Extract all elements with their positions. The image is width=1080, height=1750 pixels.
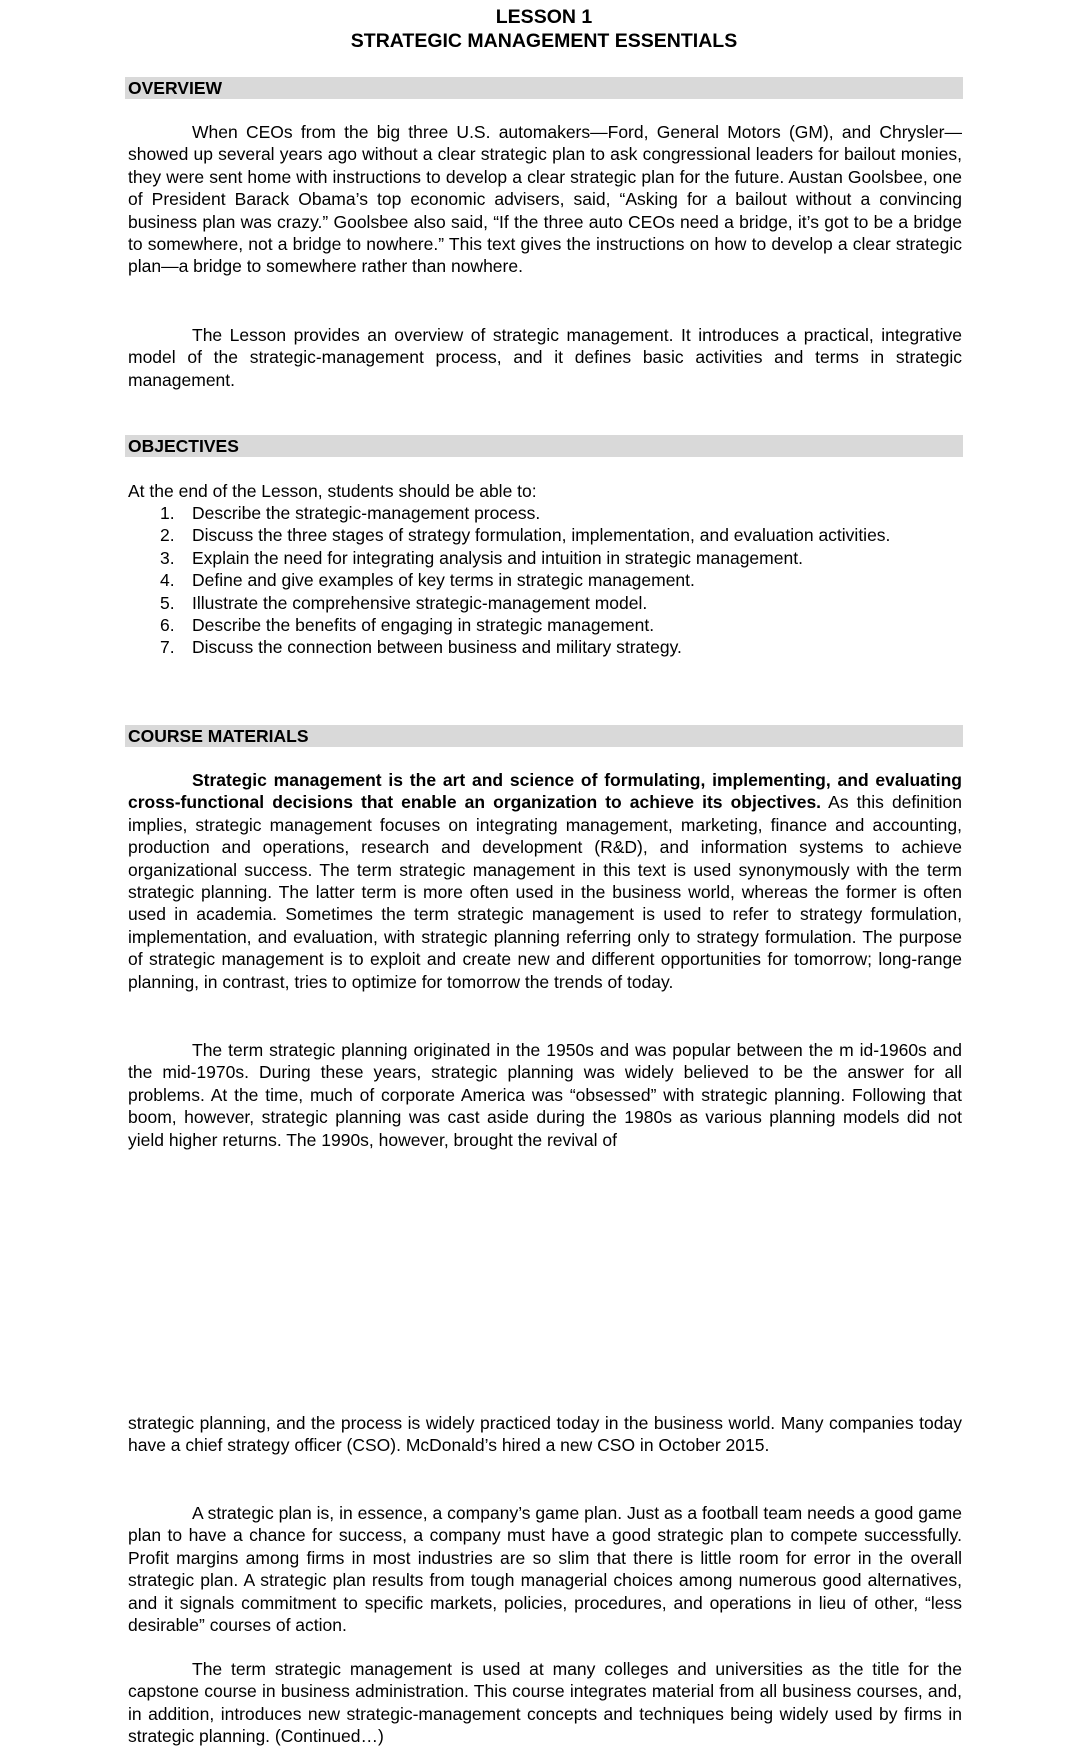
overview-header: OVERVIEW bbox=[125, 77, 963, 99]
objective-item: 1. Describe the strategic-management process. bbox=[160, 503, 541, 523]
course-paragraph-4 bbox=[128, 1658, 962, 1748]
objective-item: 2. Discuss the three stages of strategy formulation, implementation, and evaluation activities. bbox=[160, 525, 891, 546]
objectives-intro: At the end of the Lesson, students should be able to: bbox=[128, 481, 537, 501]
overview-paragraph-2 bbox=[128, 324, 962, 391]
course-paragraph-1 bbox=[128, 769, 962, 993]
overview-paragraph-2-text: The Lesson provides an overview of strategic management. It introduces a practical, integrative model of the strategic-management process, and it defines basic activities and terms in strategic management. bbox=[128, 325, 962, 390]
objectives-list bbox=[128, 502, 962, 659]
course-paragraph-4-text: The term strategic management is used at many colleges and universities as the title for the capstone course in business administration. This course integrates material from all business courses, and, in addition, introduces new strategic-management concepts and techniques being widely used by firms in strategic planning. (Continued…) bbox=[128, 1659, 962, 1747]
objective-item: 5. Illustrate the comprehensive strategic-management model. bbox=[160, 592, 648, 613]
course-materials-header: COURSE MATERIALS bbox=[125, 725, 963, 747]
lesson-label: LESSON 1 bbox=[495, 6, 593, 28]
course-paragraph-3-text: A strategic plan is, in essence, a company’s game plan. Just as a football team needs a good game plan to have a chance for success, a company must have a good strategic plan to compete successfully. Profit margins among firms in most industries are so slim that there is little room for error in the overall strategic plan. A strategic plan results from tough managerial choices among numerous good alternatives, and it signals commitment to specific markets, policies, procedures, and operations in lieu of other, “less desirable” courses of action. bbox=[128, 1503, 962, 1636]
objective-item: 3. Explain the need for integrating analysis and intuition in strategic management. bbox=[160, 547, 803, 568]
course-paragraph-3 bbox=[128, 1502, 962, 1636]
course-paragraph-2 bbox=[128, 1039, 962, 1151]
objective-item: 7. Discuss the connection between business and military strategy. bbox=[160, 637, 682, 658]
objectives-header: OBJECTIVES bbox=[125, 435, 963, 457]
overview-paragraph-1 bbox=[128, 121, 962, 278]
definition-bold-text: Strategic management is the art and science of formulating, implementing, and evaluating cross-functional decisions that enable an organization to achieve its objectives. bbox=[128, 770, 962, 813]
lesson-title: STRATEGIC MANAGEMENT ESSENTIALS bbox=[350, 30, 738, 52]
course-paragraph-2-continued: strategic planning, and the process is widely practiced today in the business world. Many companies today have a chief strategy officer (CSO). McDonald’s hired a new CSO in October 2015. bbox=[128, 1413, 962, 1456]
course-paragraph-1-text: As this definition implies, strategic management focuses on integrating management, marketing, finance and accounting, production and operations, research and development (R&D), and information systems to achieve organizational success. The term strategic management in this text is used synonymously with the term strategic planning. The latter term is more often used in the business world, whereas the former is often used in academia. Sometimes the term strategic management is used to refer to strategy formulation, implementation, and evaluation, with strategic planning referring only to strategy formulation. The purpose of strategic management is to exploit and create new and different opportunities for tomorrow; long-range planning, in contrast, tries to optimize for tomorrow the trends of today. bbox=[128, 792, 962, 992]
objective-item: 6. Describe the benefits of engaging in strategic management. bbox=[160, 615, 655, 636]
course-paragraph-2-text: The term strategic planning originated in the 1950s and was popular between the m id-1960s and the mid-1970s. During these years, strategic planning was widely believed to be the answer for all problems. At the time, much of corporate America was “obsessed” with strategic planning. Following that boom, however, strategic planning was cast aside during the 1980s as various planning models did not yield higher returns. The 1990s, however, brought the revival of bbox=[128, 1040, 962, 1150]
objective-item: 4. Define and give examples of key terms in strategic management. bbox=[160, 570, 695, 591]
overview-paragraph-1-text: When CEOs from the big three U.S. automakers—Ford, General Motors (GM), and Chrysler—showed up several years ago without a clear strategic plan to ask congressional leaders for bailout monies, they were sent home with instructions to develop a clear strategic plan for the future. Austan Goolsbee, one of President Barack Obama’s top economic advisers, said, “Asking for a bailout without a convincing business plan was crazy.” Goolsbee also said, “If the three auto CEOs need a bridge, it’s got to be a bridge to somewhere, not a bridge to nowhere.” This text gives the instructions on how to develop a clear strategic plan—a bridge to somewhere rather than nowhere. bbox=[128, 122, 962, 277]
